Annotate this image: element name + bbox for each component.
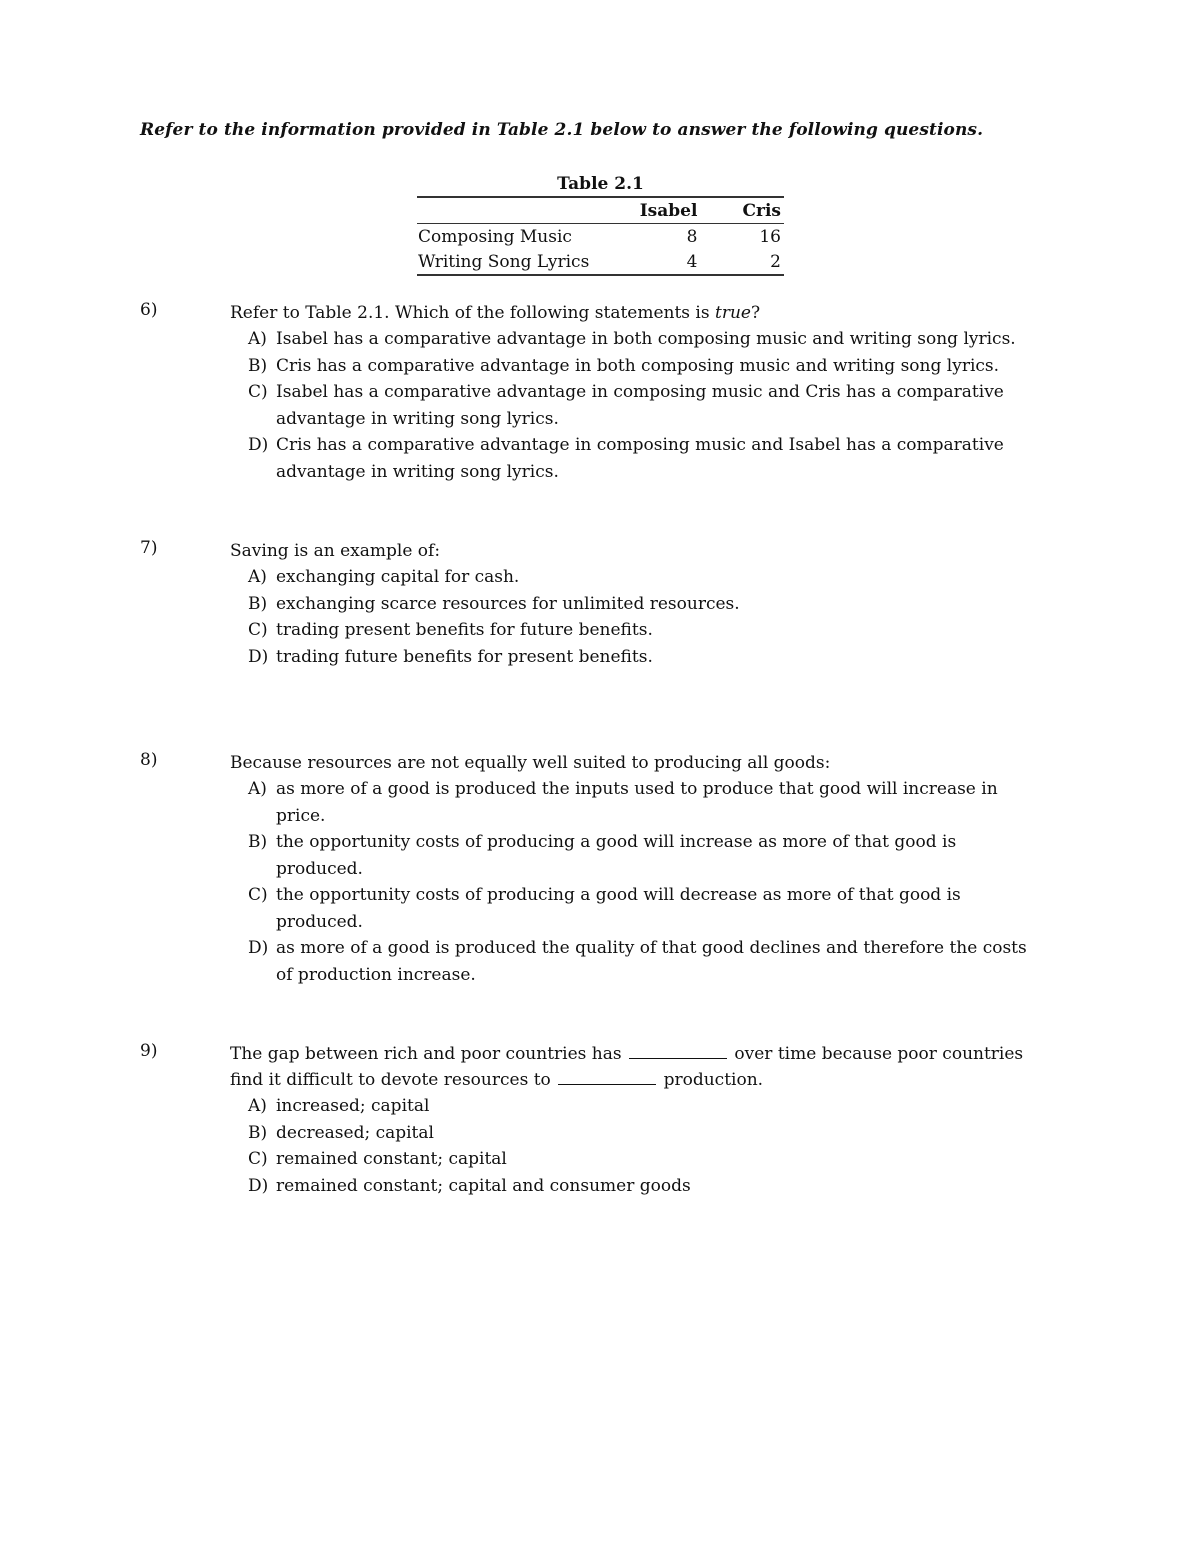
- question-number: 9): [140, 1041, 158, 1061]
- option-letter: B): [248, 593, 268, 614]
- option-text: remained constant; capital: [276, 1149, 507, 1169]
- answer-option-c[interactable]: [248, 379, 1038, 432]
- option-letter: C): [248, 885, 268, 905]
- answer-options: [248, 1093, 1038, 1199]
- table-2-1: [417, 172, 784, 276]
- answer-option-b[interactable]: [248, 1120, 1038, 1147]
- question-number: 8): [140, 750, 158, 770]
- option-text: exchanging capital for cash.: [276, 567, 520, 587]
- question-number: 7): [140, 538, 158, 558]
- option-text: the opportunity costs of producing a good will increase as more of that good is produced.: [276, 832, 957, 879]
- question-number: 6): [140, 300, 158, 320]
- option-text: trading future benefits for present benefits.: [276, 646, 653, 667]
- table-row: [417, 224, 784, 250]
- instructions-text: Refer to the information provided in Table 2.1 below to answer the following questions.: [140, 120, 984, 140]
- data-table: [417, 196, 784, 276]
- option-letter: B): [248, 1122, 268, 1143]
- answer-option-c[interactable]: [248, 882, 1038, 935]
- cell-isabel: 4: [617, 249, 701, 275]
- fill-in-blank: [558, 1070, 656, 1085]
- answer-option-a[interactable]: [248, 776, 1038, 829]
- option-letter: C): [248, 382, 268, 402]
- question-stem: [230, 300, 1030, 326]
- option-letter: D): [248, 1175, 269, 1196]
- table-row: [417, 249, 784, 275]
- table-header-cris: Cris: [700, 197, 784, 224]
- option-text: as more of a good is produced the inputs used to produce that good will increase in price.: [276, 779, 998, 826]
- option-letter: B): [248, 832, 268, 852]
- option-letter: C): [248, 620, 268, 640]
- option-letter: D): [248, 646, 269, 667]
- option-letter: A): [248, 329, 267, 349]
- option-text: the opportunity costs of producing a good will decrease as more of that good is produced.: [276, 885, 961, 932]
- answer-option-d[interactable]: [248, 1173, 1038, 1200]
- answer-option-a[interactable]: [248, 1093, 1038, 1120]
- option-letter: A): [248, 779, 267, 799]
- answer-options: [248, 776, 1038, 988]
- option-letter: D): [248, 938, 269, 958]
- answer-option-a[interactable]: [248, 564, 1038, 591]
- question-stem: Because resources are not equally well suited to producing all goods:: [230, 753, 831, 773]
- cell-isabel: 8: [686, 226, 698, 247]
- stem-text: The gap between rich and poor countries has: [230, 1044, 622, 1064]
- answer-option-d[interactable]: [248, 432, 1038, 485]
- cell-cris: 2: [700, 249, 784, 275]
- option-text: Cris has a comparative advantage in both composing music and writing song lyrics.: [276, 355, 1000, 376]
- fill-in-blank: [629, 1044, 727, 1059]
- answer-option-c[interactable]: [248, 617, 1038, 644]
- table-title: Table 2.1: [557, 174, 644, 194]
- stem-emphasis: true: [715, 303, 751, 323]
- answer-option-b[interactable]: [248, 353, 1038, 380]
- option-letter: A): [248, 1096, 267, 1116]
- stem-text-end: ?: [750, 303, 761, 323]
- answer-options: [248, 564, 1038, 670]
- question-stem: [230, 1041, 1030, 1093]
- stem-text: Refer to Table 2.1. Which of the following statements is: [230, 303, 715, 323]
- table-header-isabel: Isabel: [617, 197, 701, 224]
- question-stem: Saving is an example of:: [230, 541, 441, 561]
- option-text: as more of a good is produced the quality of that good declines and therefore the costs of production increase.: [276, 938, 1027, 985]
- option-text: trading present benefits for future benefits.: [276, 620, 653, 640]
- stem-text: over time because poor countries find it difficult to devote resources to: [230, 1044, 1024, 1090]
- option-text: remained constant; capital and consumer goods: [276, 1175, 691, 1196]
- table-header-blank: [417, 197, 617, 224]
- option-text: Cris has a comparative advantage in composing music and Isabel has a comparative advantage in writing song lyrics.: [276, 435, 1004, 482]
- option-letter: C): [248, 1149, 268, 1169]
- option-letter: B): [248, 355, 268, 376]
- answer-option-b[interactable]: [248, 591, 1038, 618]
- answer-options: [248, 326, 1038, 485]
- answer-option-b[interactable]: [248, 829, 1038, 882]
- option-text: Isabel has a comparative advantage in both composing music and writing song lyrics.: [276, 329, 1016, 349]
- option-text: exchanging scarce resources for unlimited resources.: [276, 593, 740, 614]
- row-label: Composing Music: [418, 226, 572, 247]
- option-text: Isabel has a comparative advantage in composing music and Cris has a comparative advantage in writing song lyrics.: [276, 382, 1004, 429]
- row-label: Writing Song Lyrics: [417, 249, 617, 275]
- answer-option-d[interactable]: [248, 935, 1038, 988]
- option-letter: D): [248, 435, 269, 455]
- stem-text: production.: [663, 1070, 764, 1090]
- answer-option-d[interactable]: [248, 644, 1038, 671]
- option-text: decreased; capital: [276, 1122, 434, 1143]
- option-text: increased; capital: [276, 1096, 430, 1116]
- answer-option-a[interactable]: [248, 326, 1038, 353]
- table-header-row: [417, 197, 784, 224]
- cell-cris: 16: [759, 226, 781, 247]
- answer-option-c[interactable]: [248, 1146, 1038, 1173]
- option-letter: A): [248, 567, 267, 587]
